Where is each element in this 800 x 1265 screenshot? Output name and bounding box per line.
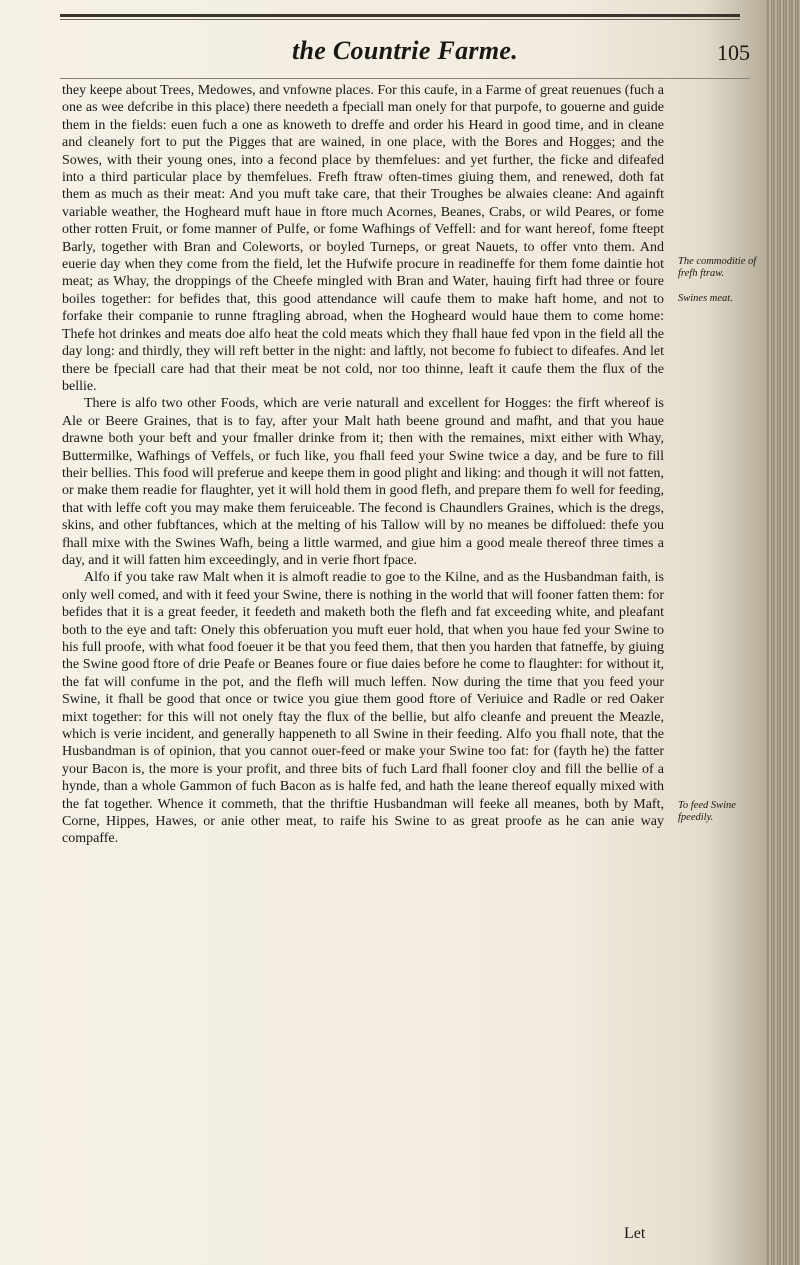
margin-note-swines-meat: Swines meat. bbox=[678, 293, 733, 304]
page-header bbox=[60, 28, 750, 78]
paragraph: they keepe about Trees, Medowes, and vnfowne places. For this caufe, in a Farme of great reuenues (fuch a one as wee defcribe in this place) there needeth a fpeciall man onely for that purpofe, to gouerne and guide them in the fields: euen fuch a one as knoweth to dreffe and order his Heard in good time, and in cleane and cleanely fort to put the Pigges that are wained, in one place, with the Bores and Hogges; and the Sowes, with their young ones, into a fecond place by themfelues: and yet further, the ficke and difeafed into a third particular place by themfelues. Frefh ftraw often-times giuing them, and renewed, doth fat them as much as their meat: And you muft take care, that their Troughes be alwaies cleane: And againft variable weather, the Hogheard muft haue in ftore much Acornes, Beanes, Crabs, or wild Peares, or fome other rotten Fruit, or fome manner of Pulfe, or fome Wafhings of Veffell: and for want hereof, fome fteept Barly, together with Bran and Coleworts, or boyled Turneps, or great Nauets, to offer vnto them. And euerie day when they come from the field, let the Hufwife procure in readineffe for them fome daintie hot meat; as Whay, the droppings of the Cheefe mingled with Bran and Water, hauing firft had three or foure boiles together: for befides that, this good attendance will caufe them to make haft home, and not to forfake their companie to runne ftragling abroad, when the Hogheard would haue them to come home: Thefe hot drinkes and meats doe alfo heat the cold meats which they fhall haue fed vpon in the field all the day long: and thirdly, they will reft better in the night: and laftly, not become fo fubiect to difeafes. And let there be fpeciall care had that their meat be not cold, nor too thinne, leaft it caufe them the flux of the bellie. bbox=[62, 83, 664, 394]
margin-note-fresh-straw: The commoditie of frefh ftraw. bbox=[678, 256, 757, 279]
catchword: Let bbox=[624, 1225, 646, 1242]
margin-note-feed-swine: To feed Swine fpeedily. bbox=[678, 800, 736, 823]
running-title: the Countrie Farme. bbox=[291, 36, 518, 65]
top-rule bbox=[60, 14, 740, 17]
body-text bbox=[62, 82, 664, 848]
paragraph: Alfo if you take raw Malt when it is almoft readie to goe to the Kilne, and as the Husbandman faith, is only well comed, and with it feed your Swine, there is nothing in the world that will fooner fatten them: for befides that it is a great feeder, it feedeth and maketh both the flefh and fat exceeding white, and pleafant both to the eye and taft: Onely this obferuation you muft euer hold, that when you haue fed your Swine to his full proofe, with what food foeuer it be that you feed them, that then you harden that fatneffe, by giuing the Swine good ftore of drie Peafe or Beanes foure or fiue daies before he come to flaughter: for without it, the fat will confume in the pot, and the flefh will much leffen. Now during the time that you feed your Swine, it fhall be good that once or twice you giue them good ftore of Veriuice and Radle or red Oaker mixt together: for this will not onely ftay the flux of the bellie, but alfo cleanfe and preuent the Meazle, which is verie incident, and generally happeneth to all Swine in their feeding. Alfo you fhall note, that the Husbandman is of opinion, that you cannot ouer-feed or make your Swine too fat: for (fayth he) the fatter your Bacon is, the more is your profit, and three bits of fuch Lard fhall fooner cloy and fill the bellie of a hynde, than a whole Gammon of fuch Bacon as is halfe fed, and hath the leane thereof equally mixed with the fat together. Whence it commeth, that the thriftie Husbandman will feeke all meanes, both by Maft, Corne, Hippes, Hawes, or anie other meat, to raife his Swine to as great proofe as he can anie way compaffe. bbox=[62, 570, 664, 847]
page-number: 105 bbox=[717, 40, 750, 65]
book-gutter-edge bbox=[766, 0, 800, 1265]
top-rule-thin bbox=[60, 19, 740, 20]
paragraph: There is alfo two other Foods, which are verie naturall and excellent for Hogges: the firft whereof is Ale or Beere Graines, that is to fay, after your Malt hath beene ground and mafht, and that you haue drawne both your beft and your fmaller drinke from it; then with the remaines, mixt either with Whay, Buttermilke, Wafhings of Veffels, or fuch like, you fhall feed your Swine twice a day, and be fure to fill their bellies. This food will preferue and keepe them in good plight and liking: and though it will not fatten, or make them readie for flaughter, yet it will hold them in good flefh, and prepare them fo well for feeding, that with leffe coft you may make them feruiceable. The fecond is Chaundlers Graines, which is the dregs, skins, and other fubftances, which at the melting of his Tallow will by no meanes be diffolued: thefe you fhall mixe with the Swines Wafh, being a little warmed, and giue him a good meale thereof three times a day, and it will fatten him exceedingly, and in verie fhort fpace. bbox=[62, 396, 665, 568]
header-rule bbox=[60, 78, 750, 79]
